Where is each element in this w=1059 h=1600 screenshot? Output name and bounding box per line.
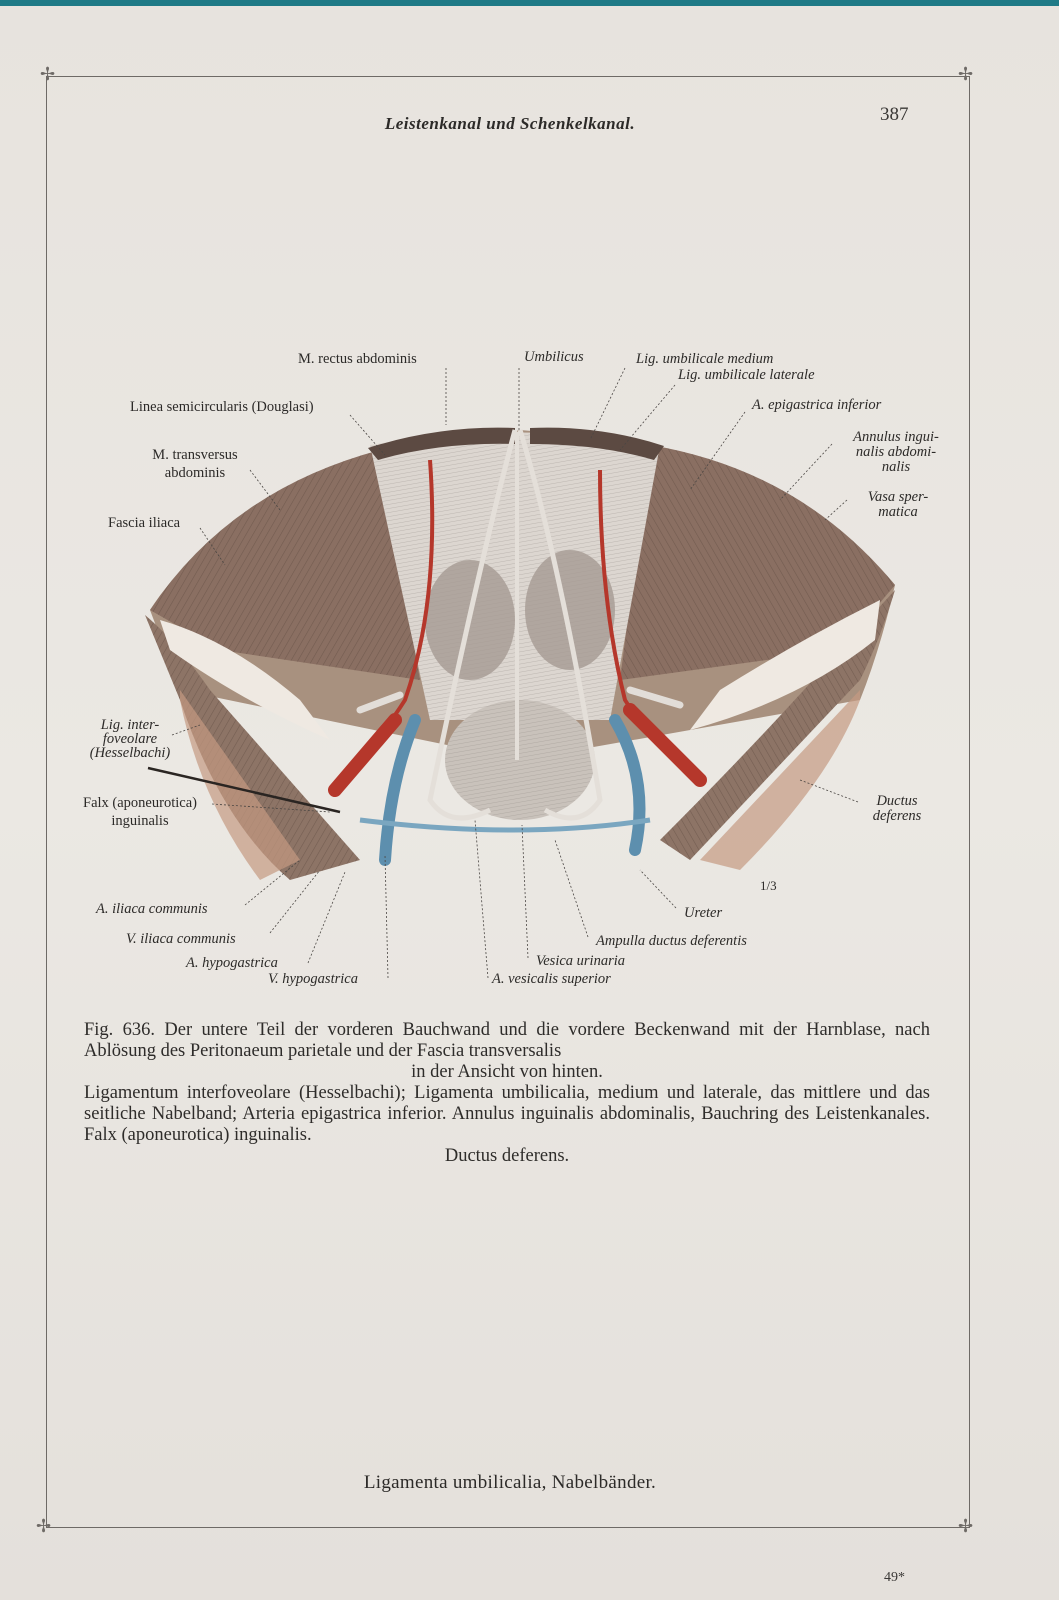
corner-ornament-icon: ✢	[958, 1516, 974, 1537]
running-header: Leistenkanal und Schenkelkanal.	[384, 114, 636, 133]
label-annulus-3: nalis	[881, 459, 911, 475]
figure-caption	[84, 1020, 930, 1167]
corner-ornament-icon: ✢	[958, 64, 974, 85]
label-ampulla: Ampulla ductus deferentis	[596, 933, 747, 949]
bottom-title: Ligamenta umbilicalia, Nabelbänder.	[363, 1472, 657, 1493]
label-a-iliaca-communis: A. iliaca communis	[96, 901, 208, 917]
caption-line-2-end: Ductus deferens.	[444, 1146, 570, 1166]
caption-line-1: Fig. 636. Der untere Teil der vorderen Bauchwand und die vordere Beckenwand mit der Harnblase, nach Ablösung des Peritonaeum parietale und der Fascia transversalis	[84, 1020, 930, 1061]
label-fascia-iliaca: Fascia iliaca	[108, 515, 181, 531]
label-vasa-1: Vasa sper-	[867, 489, 929, 505]
scale-label: 1/3	[760, 878, 777, 893]
label-lig-inter-2: foveolare	[102, 731, 158, 747]
label-umbilicus: Umbilicus	[524, 349, 584, 365]
label-linea-semicircularis: Linea semicircularis (Douglasi)	[130, 399, 314, 415]
label-m-transversus-1: M. transversus	[152, 447, 238, 463]
label-m-transversus-2: abdominis	[164, 465, 226, 481]
label-ductus-1: Ductus	[876, 793, 918, 809]
label-falx-2: inguinalis	[111, 813, 169, 829]
page-number: 387	[880, 104, 909, 125]
corner-ornament-icon: ✢	[40, 64, 56, 85]
label-ductus-2: deferens	[872, 808, 922, 824]
label-lig-inter-1: Lig. inter-	[100, 717, 160, 733]
label-vesica-urinaria: Vesica urinaria	[536, 953, 626, 969]
label-a-vesicalis: A. vesicalis superior	[492, 971, 611, 987]
label-ureter: Ureter	[684, 905, 723, 921]
label-a-epigastrica: A. epigastrica inferior	[752, 397, 882, 413]
label-v-hypogastrica: V. hypogastrica	[268, 971, 358, 987]
label-lig-umbilicale-medium: Lig. umbilicale medium	[636, 351, 774, 367]
label-vasa-2: matica	[878, 504, 918, 520]
label-v-iliaca-communis: V. iliaca communis	[126, 931, 236, 947]
label-m-rectus: M. rectus abdominis	[298, 351, 417, 367]
signature-mark: 49*	[884, 1570, 905, 1585]
label-annulus-2: nalis abdomi-	[855, 444, 937, 460]
label-annulus-1: Annulus ingui-	[853, 429, 939, 445]
caption-line-2: Ligamentum interfoveolare (Hesselbachi); Ligamenta umbilicalia, medium und laterale, das mittlere und das seitliche Nabelband; Arteria epigastrica inferior. Annulus inguinalis abdominalis, Bauchring des Leistenkanales. Falx (aponeurotica) inguinalis.	[84, 1083, 930, 1145]
caption-line-1-end: in der Ansicht von hinten.	[411, 1062, 603, 1082]
label-a-hypogastrica: A. hypogastrica	[186, 955, 278, 971]
corner-ornament-icon: ✢	[36, 1516, 52, 1537]
label-lig-inter-3: (Hesselbachi)	[89, 745, 171, 761]
label-falx-1: Falx (aponeurotica)	[83, 795, 197, 811]
label-lig-umbilicale-laterale: Lig. umbilicale laterale	[678, 367, 815, 383]
